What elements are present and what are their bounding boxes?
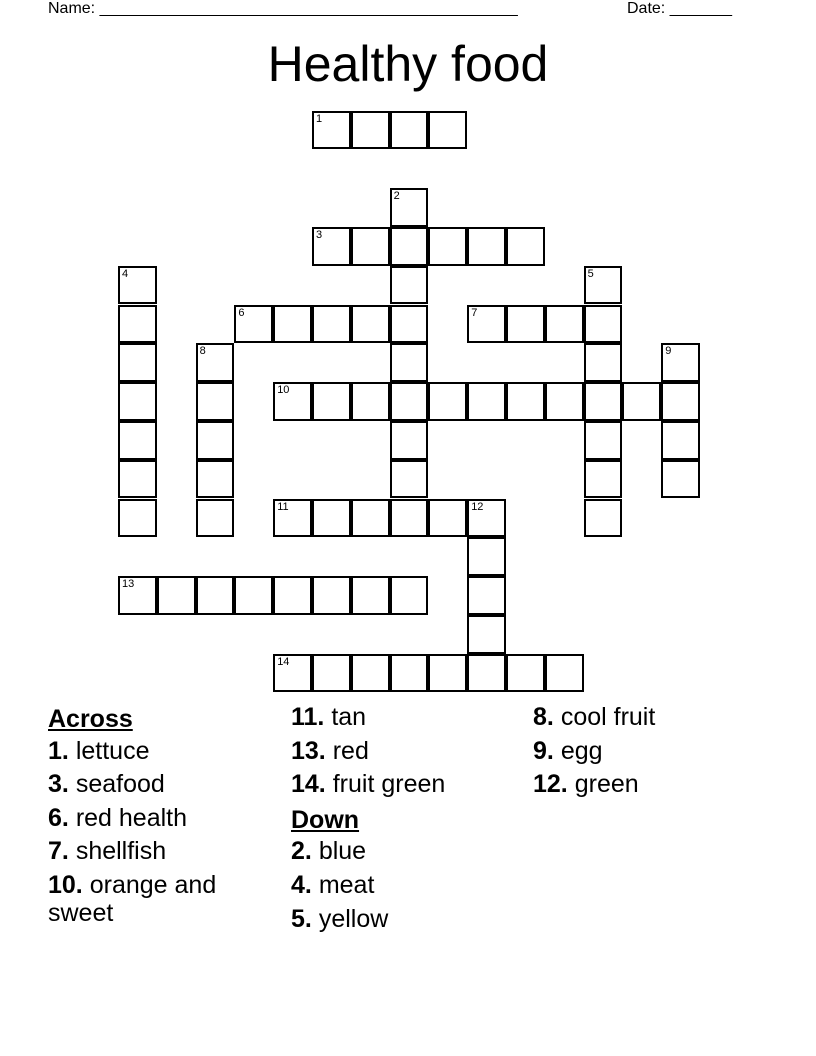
clue-item xyxy=(291,737,521,765)
clue-column-1 xyxy=(48,703,278,933)
grid-cell[interactable] xyxy=(273,576,312,615)
cell-number: 12 xyxy=(471,500,484,513)
grid-cell[interactable] xyxy=(661,421,700,460)
grid-cell[interactable] xyxy=(467,654,506,693)
grid-cell[interactable] xyxy=(622,382,661,421)
grid-cell[interactable] xyxy=(584,382,623,421)
cell-number: 13 xyxy=(122,578,135,591)
clue-text: tan xyxy=(331,703,367,731)
cell-number: 11 xyxy=(277,500,289,513)
grid-cell[interactable] xyxy=(390,227,429,266)
grid-cell[interactable] xyxy=(467,227,506,266)
clue-number: 11. xyxy=(291,703,325,731)
clue-text: egg xyxy=(560,736,603,765)
clue-text: shellfish xyxy=(75,837,167,866)
grid-cell[interactable] xyxy=(467,499,506,538)
grid-cell[interactable] xyxy=(584,305,623,344)
cell-number: 9 xyxy=(665,345,672,358)
grid-cell[interactable] xyxy=(273,654,312,693)
clue-text: blue xyxy=(318,837,367,866)
grid-cell[interactable] xyxy=(506,227,545,266)
clue-item xyxy=(48,837,278,865)
clue-item xyxy=(291,770,521,798)
clue-item xyxy=(533,770,763,798)
grid-cell[interactable] xyxy=(118,305,157,344)
clue-text: orange and sweet xyxy=(48,870,217,927)
clue-column-3 xyxy=(533,703,763,804)
grid-cell[interactable] xyxy=(584,460,623,499)
cell-number: 4 xyxy=(122,267,129,280)
grid-cell[interactable] xyxy=(661,382,700,421)
grid-cell[interactable] xyxy=(351,654,390,693)
grid-cell[interactable] xyxy=(196,460,235,499)
grid-cell[interactable] xyxy=(545,382,584,421)
grid-cell[interactable] xyxy=(196,576,235,615)
clue-number: 7. xyxy=(48,837,69,866)
grid-cell[interactable] xyxy=(390,421,429,460)
grid-cell[interactable] xyxy=(351,227,390,266)
clue-item xyxy=(291,871,521,899)
grid-cell[interactable] xyxy=(118,499,157,538)
clue-text: lettuce xyxy=(75,736,150,765)
clue-number: 14. xyxy=(291,770,326,799)
cell-number: 14 xyxy=(277,655,290,668)
down-heading: Down xyxy=(291,805,360,834)
cell-number: 7 xyxy=(471,306,478,319)
grid-cell[interactable] xyxy=(390,305,429,344)
clue-item xyxy=(48,871,278,927)
cell-number: 5 xyxy=(587,267,594,280)
grid-cell[interactable] xyxy=(428,499,467,538)
grid-cell[interactable] xyxy=(390,111,429,150)
grid-cell[interactable] xyxy=(273,499,312,538)
grid-cell[interactable] xyxy=(273,382,312,421)
grid-cell[interactable] xyxy=(196,382,235,421)
clue-item xyxy=(291,905,521,933)
clue-item xyxy=(533,703,763,731)
clue-number: 10. xyxy=(48,870,83,899)
grid-cell[interactable] xyxy=(196,421,235,460)
grid-cell[interactable] xyxy=(118,460,157,499)
clue-number: 6. xyxy=(48,803,69,832)
grid-cell[interactable] xyxy=(118,266,157,305)
grid-cell[interactable] xyxy=(196,343,235,382)
grid-cell[interactable] xyxy=(351,382,390,421)
grid-cell[interactable] xyxy=(584,499,623,538)
grid-cell[interactable] xyxy=(312,654,351,693)
grid-cell[interactable] xyxy=(196,499,235,538)
clue-number: 2. xyxy=(291,837,312,866)
clue-number: 3. xyxy=(48,770,69,799)
clue-number: 1. xyxy=(48,736,69,765)
grid-cell[interactable] xyxy=(234,305,273,344)
grid-cell[interactable] xyxy=(506,382,545,421)
grid-cell[interactable] xyxy=(157,576,196,615)
grid-cell[interactable] xyxy=(390,654,429,693)
grid-cell[interactable] xyxy=(467,615,506,654)
grid-cell[interactable] xyxy=(234,576,273,615)
grid-cell[interactable] xyxy=(661,460,700,499)
date-line[interactable]: Date: _______ xyxy=(627,0,732,17)
clue-number: 12. xyxy=(533,770,568,799)
clue-text: cool fruit xyxy=(560,703,656,731)
grid-cell[interactable] xyxy=(584,266,623,305)
grid-cell[interactable] xyxy=(312,305,351,344)
clue-item xyxy=(291,837,521,865)
clue-text: yellow xyxy=(318,904,389,933)
page-title: Healthy food xyxy=(267,36,549,92)
clue-item xyxy=(48,737,278,765)
grid-cell[interactable] xyxy=(273,305,312,344)
grid-cell[interactable] xyxy=(545,654,584,693)
clue-item xyxy=(291,703,521,731)
clue-text: fruit green xyxy=(332,770,446,799)
grid-cell[interactable] xyxy=(390,460,429,499)
clue-text: meat xyxy=(318,870,375,899)
clue-number: 5. xyxy=(291,904,312,933)
grid-cell[interactable] xyxy=(351,305,390,344)
clue-text: red xyxy=(332,736,369,765)
clue-number: 13. xyxy=(291,736,326,765)
grid-cell[interactable] xyxy=(661,343,700,382)
grid-cell[interactable] xyxy=(351,111,390,150)
grid-cell[interactable] xyxy=(351,576,390,615)
grid-cell[interactable] xyxy=(351,499,390,538)
grid-cell[interactable] xyxy=(312,382,351,421)
grid-cell[interactable] xyxy=(506,654,545,693)
grid-cell[interactable] xyxy=(545,305,584,344)
grid-cell[interactable] xyxy=(506,305,545,344)
clue-number: 8. xyxy=(533,703,554,731)
clue-number: 4. xyxy=(291,870,312,899)
name-line[interactable]: Name: _______________________________________________ xyxy=(48,0,518,17)
grid-cell[interactable] xyxy=(390,266,429,305)
clue-column-2 xyxy=(291,703,521,938)
cell-number: 8 xyxy=(199,345,206,358)
cell-number: 2 xyxy=(393,190,400,203)
cell-number: 10 xyxy=(277,384,290,397)
clue-text: seafood xyxy=(75,770,165,799)
cell-number: 3 xyxy=(316,228,323,241)
grid-cell[interactable] xyxy=(428,382,467,421)
grid-cell[interactable] xyxy=(118,421,157,460)
grid-cell[interactable] xyxy=(428,111,467,150)
grid-cell[interactable] xyxy=(390,576,429,615)
grid-cell[interactable] xyxy=(467,305,506,344)
grid-cell[interactable] xyxy=(312,227,351,266)
grid-cell[interactable] xyxy=(390,188,429,227)
clue-item xyxy=(48,770,278,798)
grid-cell[interactable] xyxy=(390,343,429,382)
grid-cell[interactable] xyxy=(312,499,351,538)
clue-text: green xyxy=(574,770,639,799)
grid-cell[interactable] xyxy=(428,654,467,693)
grid-cell[interactable] xyxy=(467,576,506,615)
clue-text: red health xyxy=(75,803,188,832)
across-heading: Across xyxy=(48,705,133,733)
clue-number: 9. xyxy=(533,736,554,765)
grid-cell[interactable] xyxy=(312,111,351,150)
grid-cell[interactable] xyxy=(312,576,351,615)
grid-cell[interactable] xyxy=(467,382,506,421)
grid-cell[interactable] xyxy=(467,537,506,576)
grid-cell[interactable] xyxy=(390,382,429,421)
grid-cell[interactable] xyxy=(118,382,157,421)
clue-item xyxy=(533,737,763,765)
cell-number: 1 xyxy=(316,112,323,125)
clue-item xyxy=(48,804,278,832)
grid-cell[interactable] xyxy=(584,343,623,382)
grid-cell[interactable] xyxy=(390,499,429,538)
grid-cell[interactable] xyxy=(584,421,623,460)
cell-number: 6 xyxy=(238,306,245,319)
grid-cell[interactable] xyxy=(118,343,157,382)
grid-cell[interactable] xyxy=(428,227,467,266)
grid-cell[interactable] xyxy=(118,576,157,615)
